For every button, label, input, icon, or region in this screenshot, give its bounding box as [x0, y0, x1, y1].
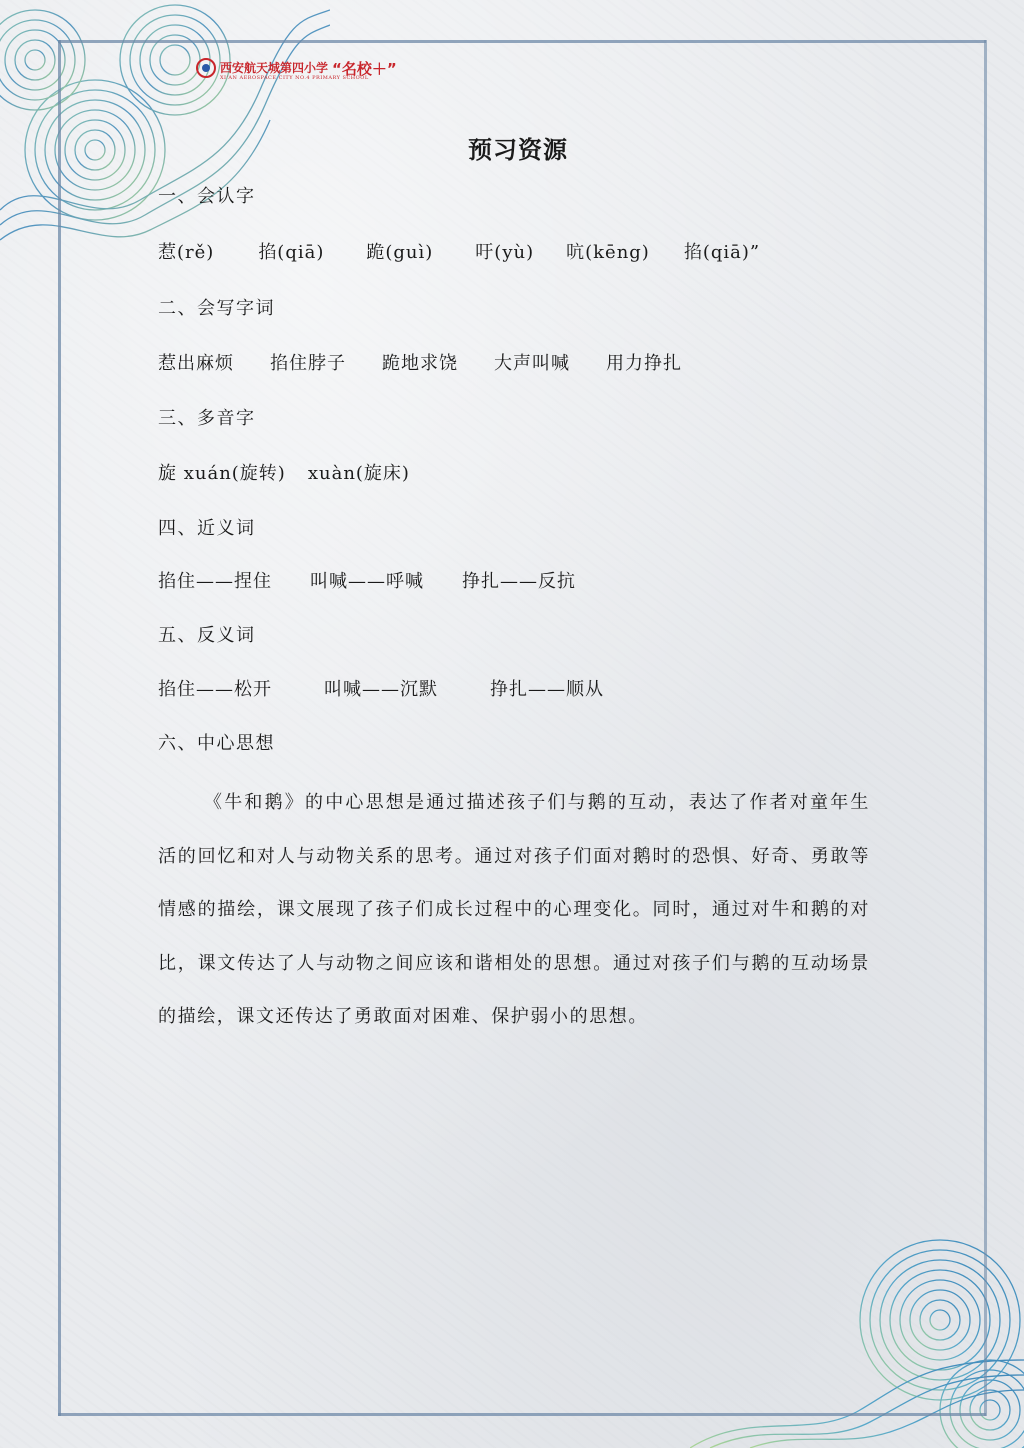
- section-heading-write: 二、会写字词: [158, 298, 275, 319]
- list-item: 掐住脖子: [270, 353, 346, 374]
- section-heading-antonyms: 五、反义词: [158, 625, 256, 646]
- list-item: 惹出麻烦: [158, 353, 234, 374]
- list-item: 掐(qiā)”: [683, 242, 761, 263]
- write-word-list: [158, 349, 682, 375]
- school-name-english: XI'AN AEROSPACE CITY NO.4 PRIMARY SCHOOL: [220, 75, 369, 81]
- antonym-list: [158, 675, 604, 701]
- list-item: 叫喊——呼喊: [310, 571, 424, 592]
- frame-top-line: [58, 40, 986, 43]
- wave-ornament-top-left: [0, 0, 330, 250]
- list-item: 挣扎——顺从: [490, 679, 604, 700]
- synonym-list: [158, 567, 576, 593]
- list-item: 掐(qiā): [258, 242, 325, 263]
- list-item: 用力挣扎: [606, 353, 682, 374]
- polyphone-list: [158, 459, 410, 485]
- list-item: 跪(guì): [366, 242, 434, 263]
- list-item: xuàn(旋床): [307, 463, 410, 484]
- section-heading-central-idea: 六、中心思想: [158, 733, 275, 754]
- list-item: 跪地求饶: [382, 353, 458, 374]
- section-heading-polyphone: 三、多音字: [158, 408, 256, 429]
- page-title: 预习资源: [468, 136, 568, 164]
- list-item: 吁(yù): [475, 242, 535, 263]
- list-item: 掐住——捏住: [158, 571, 272, 592]
- central-idea-paragraph: 《牛和鹅》的中心思想是通过描述孩子们与鹅的互动，表达了作者对童年生活的回忆和对人与动物关系的思考。通过对孩子们面对鹅时的恐惧、好奇、勇敢等情感的描绘，课文展现了孩子们成长过程中的心理变化。同时，通过对牛和鹅的对比，课文传达了人与动物之间应该和谐相处的思想。通过对孩子们与鹅的互动场景的描绘，课文还传达了勇敢面对困难、保护弱小的思想。: [158, 792, 870, 1028]
- frame-left-line: [58, 40, 61, 1416]
- school-name: 西安航天城第四小学: [220, 61, 329, 75]
- school-emblem-icon: [196, 58, 216, 78]
- frame-bottom-line: [58, 1413, 986, 1416]
- list-item: 惹(rě): [158, 242, 215, 263]
- list-item: 大声叫喊: [494, 353, 570, 374]
- list-item: 挣扎——反抗: [462, 571, 576, 592]
- list-item: 吭(kēng): [566, 242, 650, 263]
- recognize-char-list: [158, 238, 760, 264]
- list-item: 叫喊——沉默: [324, 679, 438, 700]
- list-item: 掐住——松开: [158, 679, 272, 700]
- frame-right-line: [984, 40, 987, 1416]
- list-item: 旋 xuán(旋转): [158, 463, 286, 484]
- brand-mark: “名校＋”: [332, 59, 397, 78]
- section-heading-synonyms: 四、近义词: [158, 518, 256, 539]
- section-heading-recognize: 一、会认字: [158, 186, 256, 207]
